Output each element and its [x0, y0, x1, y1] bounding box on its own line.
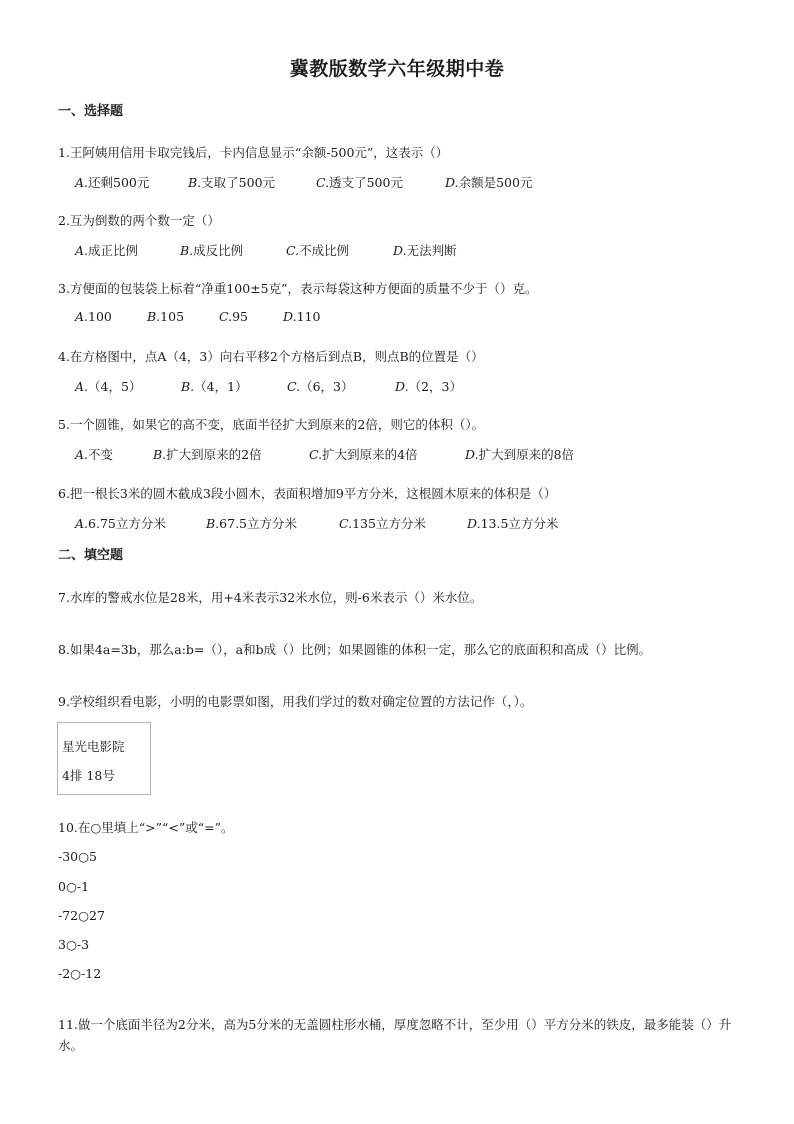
option-text: 不成比例 — [299, 243, 350, 258]
question-2-option-d — [393, 241, 457, 259]
option-text: 成正比例 — [88, 243, 139, 258]
question-6-option-c — [339, 514, 426, 532]
question-1-option-d — [445, 173, 532, 191]
option-letter: B. — [180, 243, 194, 258]
option-letter: C. — [316, 175, 330, 190]
option-text: 成反比例 — [193, 243, 244, 258]
movie-ticket — [57, 722, 151, 795]
option-letter: A. — [75, 379, 89, 394]
comparison-item: 0○-1 — [58, 879, 90, 894]
option-letter: C. — [219, 309, 233, 324]
question-5-option-d — [465, 445, 574, 463]
question-1-option-a — [75, 173, 149, 191]
option-text: 100 — [88, 309, 112, 324]
question-5-option-a — [75, 445, 113, 463]
option-letter: B. — [206, 516, 220, 531]
option-letter: A. — [75, 447, 89, 462]
option-letter: B. — [147, 309, 161, 324]
question-5-stem: 5.一个圆锥，如果它的高不变，底面半径扩大到原来的2倍，则它的体积（）。 — [58, 417, 485, 432]
option-letter: D. — [467, 516, 481, 531]
question-1-option-b — [188, 173, 275, 191]
question-5-option-b — [153, 445, 262, 463]
question-5-option-c — [309, 445, 418, 463]
option-text: 无法判断 — [406, 243, 457, 258]
option-letter: A. — [75, 175, 89, 190]
question-6-option-d — [467, 514, 558, 532]
question-2-option-b — [180, 241, 243, 259]
option-text: 透支了500元 — [329, 175, 403, 190]
question-6-stem: 6.把一根长3米的圆木截成3段小圆木，表面积增加9平方分米，这根圆木原来的体积是（） — [58, 486, 557, 501]
question-10-stem: 10.在○里填上“>”“<”或“=”。 — [58, 820, 234, 835]
option-letter: C. — [309, 447, 323, 462]
comparison-item: -72○27 — [58, 908, 105, 923]
option-text: 不变 — [88, 447, 114, 462]
option-text: 95 — [232, 309, 248, 324]
question-4-option-c — [287, 377, 354, 395]
option-letter: C. — [287, 379, 301, 394]
question-2-option-c — [286, 241, 349, 259]
option-text: （2，3） — [408, 379, 462, 394]
option-text: 110 — [296, 309, 321, 324]
option-letter: D. — [465, 447, 479, 462]
option-text: 扩大到原来的4倍 — [322, 447, 418, 462]
comparison-item: 3○-3 — [58, 937, 90, 952]
question-3-option-c — [219, 309, 248, 324]
option-text: 扩大到原来的2倍 — [166, 447, 262, 462]
option-letter: C. — [286, 243, 300, 258]
question-7-stem: 7.水库的警戒水位是28米，用+4米表示32米水位，则-6米表示（）米水位。 — [58, 590, 483, 605]
option-text: 105 — [160, 309, 185, 324]
option-text: 135立方分米 — [352, 516, 426, 531]
ticket-seat: 4排 18号 — [62, 768, 115, 783]
question-1-option-c — [316, 173, 403, 191]
option-text: 支取了500元 — [201, 175, 276, 190]
option-letter: A. — [75, 309, 89, 324]
option-letter: B. — [181, 379, 195, 394]
question-4-stem: 4.在方格图中，点A（4，3）向右平移2个方格后到点B，则点B的位置是（） — [58, 349, 484, 364]
option-letter: B. — [188, 175, 202, 190]
option-text: （6，3） — [300, 379, 354, 394]
question-4-option-a — [75, 377, 141, 395]
option-text: 还剩500元 — [88, 175, 150, 190]
option-text: （4，1） — [194, 379, 248, 394]
option-letter: D. — [393, 243, 407, 258]
section-heading-choice: 一、选择题 — [58, 104, 124, 119]
option-text: 余额是500元 — [458, 175, 533, 190]
option-text: 扩大到原来的8倍 — [478, 447, 575, 462]
option-letter: A. — [75, 516, 89, 531]
option-letter: D. — [445, 175, 459, 190]
question-4-option-d — [395, 377, 462, 395]
option-letter: D. — [283, 309, 297, 324]
option-text: （4，5） — [88, 379, 142, 394]
question-8-stem: 8.如果4a=3b，那么a:b=（），a和b成（）比例；如果圆锥的体积一定，那么它的底面积和高成（）比例。 — [58, 642, 652, 657]
option-letter: A. — [75, 243, 89, 258]
option-text: 13.5立方分米 — [480, 516, 559, 531]
question-3-stem: 3.方便面的包装袋上标着“净重100±5克”，表示每袋这种方便面的质量不少于（）克。 — [58, 281, 538, 296]
question-6-option-b — [206, 514, 297, 532]
question-3-option-a — [75, 309, 112, 324]
comparison-item: -30○5 — [58, 849, 97, 864]
comparison-item: -2○-12 — [58, 966, 102, 981]
ticket-cinema-name: 星光电影院 — [62, 739, 125, 754]
question-3-option-b — [147, 309, 184, 324]
option-letter: D. — [395, 379, 409, 394]
option-text: 67.5立方分米 — [219, 516, 298, 531]
question-3-option-d — [283, 309, 320, 324]
option-letter: C. — [339, 516, 353, 531]
section-heading-fill: 二、填空题 — [58, 548, 124, 563]
question-1-stem: 1.王阿姨用信用卡取完钱后，卡内信息显示“余额-500元”，这表示（） — [58, 145, 449, 160]
question-6-option-a — [75, 514, 166, 532]
question-2-option-a — [75, 241, 138, 259]
option-letter: B. — [153, 447, 167, 462]
option-text: 6.75立方分米 — [88, 516, 166, 531]
page-title: 冀教版数学六年级期中卷 — [289, 58, 505, 80]
question-4-option-b — [181, 377, 248, 395]
question-11-stem: 11.做一个底面半径为2分米，高为5分米的无盖圆柱形水桶，厚度忽略不计，至少用（）平方分米的铁皮，最多能装（）升水。 — [58, 1017, 732, 1053]
question-2-stem: 2.互为倒数的两个数一定（） — [58, 213, 220, 228]
question-9-stem: 9.学校组织看电影，小明的电影票如图，用我们学过的数对确定位置的方法记作（，）。 — [58, 694, 533, 709]
